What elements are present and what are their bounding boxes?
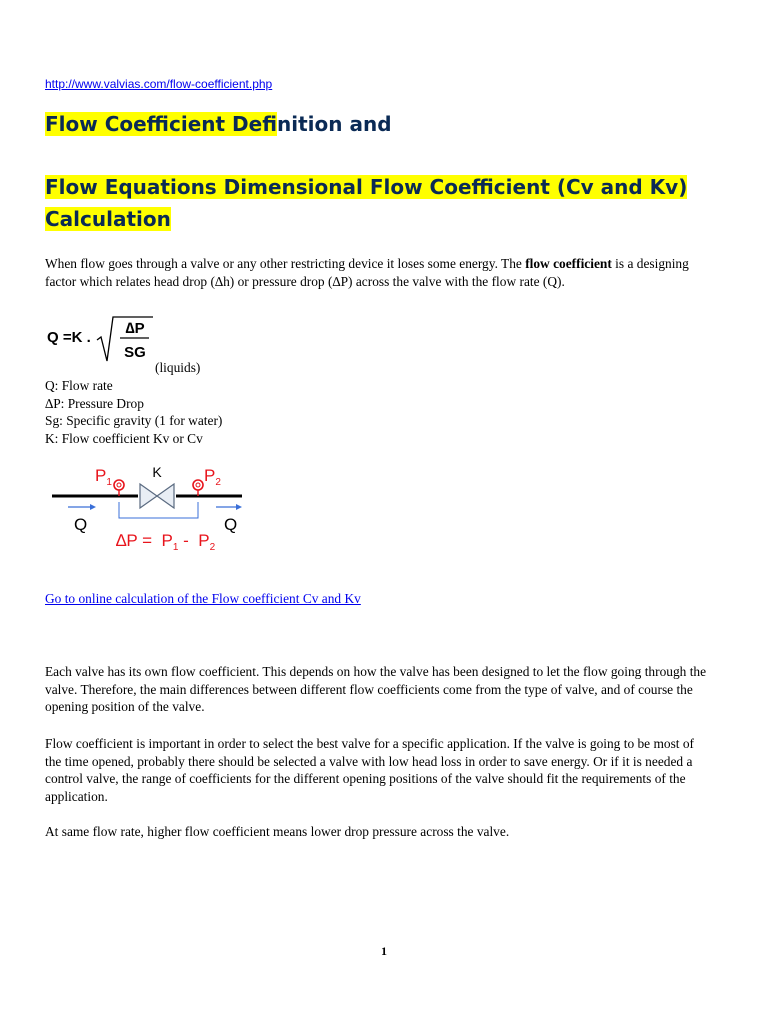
heading-flow-equations bbox=[45, 171, 715, 235]
formula-denominator: SG bbox=[124, 344, 146, 361]
definition-item: Q: Flow rate bbox=[45, 378, 113, 393]
definition-item: Sg: Specific gravity (1 for water) bbox=[45, 413, 223, 429]
heading2-text: Flow Equations Dimensional Flow Coefficient (Cv and Kv) Calculation bbox=[45, 175, 688, 231]
flow-arrow-icon bbox=[90, 504, 96, 510]
valve-k-label: K bbox=[152, 464, 162, 480]
heading1-highlighted: Flow Coefficient Defi bbox=[45, 112, 278, 136]
heading-flow-coefficient-definition bbox=[45, 108, 392, 140]
dp-equation: $\Delta P = P_1 - P_2$ bbox=[116, 531, 216, 553]
paragraph-importance: Flow coefficient is important in order to select the best valve for a specific application. If the valve is going to be most of the time opened, probably there should be selected a valve with low head loss in order to save energy. Or if it is needed a control valve, the range of coefficients for the different opening positions of the valve should fit the requirements of the application. bbox=[45, 736, 695, 804]
paragraph-each-valve: Each valve has its own flow coefficient. This depends on how the valve has been designed to let the flow going through the valve. Therefore, the main differences between different flow coefficients come from the type of valve, and of course the opening position of the valve. bbox=[45, 664, 707, 715]
online-calculation-link[interactable]: Go to online calculation of the Flow coefficient Cv and Kv bbox=[45, 591, 361, 606]
valve-icon bbox=[140, 484, 157, 508]
flow-arrow-icon bbox=[236, 504, 242, 510]
intro-after: is a designing factor which relates head drop (∆h) or pressure drop (∆P) across the valve with the flow rate (Q). bbox=[45, 256, 689, 289]
page-number: 1 bbox=[381, 944, 387, 958]
q-left-label: Q bbox=[74, 515, 88, 534]
definition-item: ∆P: Pressure Drop bbox=[45, 395, 144, 411]
p1-label: $P_1$ bbox=[95, 466, 112, 488]
flow-formula bbox=[45, 313, 165, 365]
formula-numerator: ∆P bbox=[125, 320, 145, 337]
pressure-drop-diagram bbox=[50, 458, 250, 558]
pressure-gauge-icon bbox=[114, 480, 124, 490]
p2-label: $P_2$ bbox=[204, 466, 221, 488]
variable-definitions bbox=[45, 377, 222, 447]
dp-bracket bbox=[119, 502, 198, 518]
formula-note: (liquids) bbox=[155, 360, 201, 375]
source-url-link[interactable]: http://www.valvias.com/flow-coefficient.php bbox=[45, 77, 273, 91]
valve-icon bbox=[157, 484, 174, 508]
paragraph-same-flow-rate: At same flow rate, higher flow coefficient means lower drop pressure across the valve. bbox=[45, 824, 510, 839]
heading1-rest: nition and bbox=[277, 112, 392, 136]
intro-before: When flow goes through a valve or any other restricting device it loses some energy. The bbox=[45, 256, 526, 271]
definition-item: K: Flow coefficient Kv or Cv bbox=[45, 430, 203, 446]
intro-bold-term: flow coefficient bbox=[525, 256, 612, 271]
pressure-gauge-icon bbox=[193, 480, 203, 490]
q-right-label: Q bbox=[224, 515, 238, 534]
formula-lhs: Q =K . bbox=[47, 329, 91, 346]
intro-paragraph bbox=[45, 255, 713, 290]
